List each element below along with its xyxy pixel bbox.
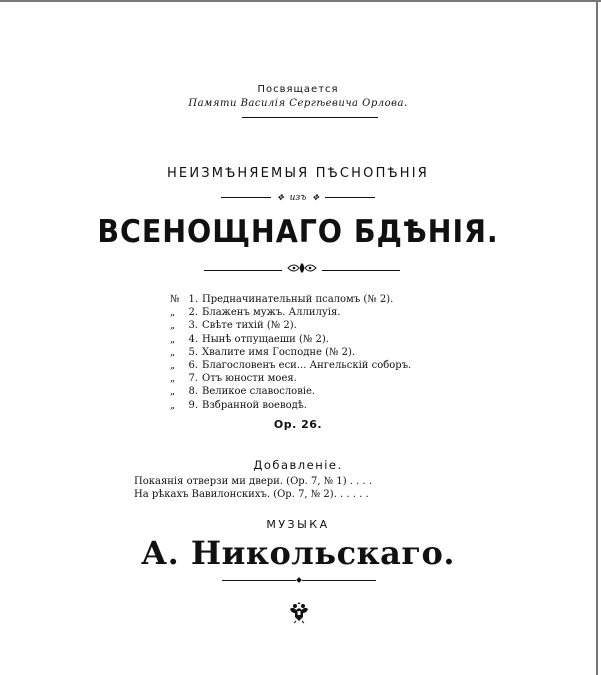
diamond-icon (296, 577, 302, 583)
divider-rule (242, 117, 378, 118)
opus-number: Ор. 26. (273, 418, 323, 431)
divider-rule (222, 580, 376, 581)
subtitle: НЕИЗМѢНЯЕМЫЯ ПѢСНОПѢНІЯ (166, 166, 430, 181)
contents-list (170, 293, 470, 412)
composer-name: А. Никольскаго. (141, 534, 455, 572)
ornament-icon (286, 262, 318, 277)
separator-word: изъ (289, 193, 307, 203)
list-item: „ 6. Благословенъ еси... Ангельскій соборъ. (170, 359, 412, 371)
separator-line-right (325, 197, 375, 198)
list-item: „ 5. Хвалите имя Господне (№ 2). (170, 346, 356, 358)
separator-line-left (221, 197, 271, 198)
list-item: На рѣкахъ Вавилонскихъ. (Ор. 7, № 2). . . . . . (134, 489, 369, 500)
list-item: „ 2. Блаженъ мужъ. Аллилуія. (170, 307, 341, 319)
addendum-list (134, 475, 434, 501)
fleuron-icon: ✥ (277, 193, 284, 202)
list-item: „ 8. Великое славословіе. (170, 386, 316, 398)
dedication-name: Памяти Василія Сергѣевича Орлова. (188, 98, 408, 109)
ornament-divider (204, 264, 400, 276)
list-item: „ 9. Взбранной воеводѣ. (170, 399, 307, 411)
list-item: „ 7. Отъ юности моея. (170, 373, 297, 385)
page-border-right (596, 0, 598, 675)
separator (0, 193, 596, 203)
double-headed-eagle-icon (288, 600, 310, 624)
addendum-label: Добавленіе. (253, 458, 343, 472)
dedication-label: Посвящается (257, 84, 339, 95)
fleuron-icon: ✥ (312, 193, 319, 202)
list-item: Покаянія отверзи ми двери. (Ор. 7, № 1) . . . . (134, 476, 373, 487)
list-item: „ 3. Свѣте тихій (№ 2). (170, 320, 297, 332)
main-title: ВСЕНОЩНАГО БДѢНІЯ. (97, 214, 499, 250)
list-item: № 1. Предначинательный псаломъ (№ 2). (170, 294, 394, 305)
music-label: МУЗЫКА (266, 518, 330, 531)
list-item: „ 4. Нынѣ отпущаеши (№ 2). (170, 333, 329, 345)
